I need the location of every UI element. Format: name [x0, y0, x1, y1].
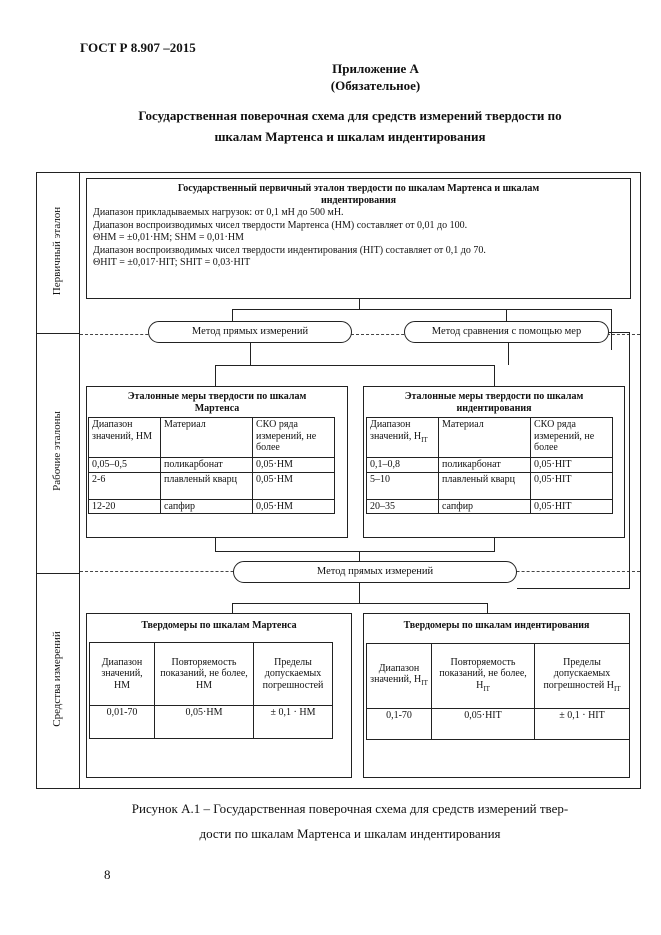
connector [232, 309, 612, 310]
cell: плавленый кварц [161, 472, 253, 499]
cell: сапфир [161, 499, 253, 514]
standard-number: ГОСТ Р 8.907 –2015 [80, 40, 196, 55]
cell: плавленый кварц [439, 472, 531, 499]
table-row [89, 499, 335, 514]
connector [359, 299, 360, 309]
connector [359, 583, 360, 603]
cell: 2-6 [89, 472, 161, 499]
page-title-line2: шкалам Мартенса и шкалам индентирования [214, 129, 486, 144]
header-cell: Повторяемость показаний, не более, НМ [155, 643, 254, 706]
connector [215, 538, 216, 551]
primary-standard-line: Диапазон воспроизводимых чисел твердости Мартенса (НМ) составляет от 0,01 до 100. [93, 219, 468, 231]
martens-testers-title: Твердомеры по шкалам Мартенса [141, 620, 297, 631]
connector [232, 603, 488, 604]
connector [611, 309, 612, 350]
method-direct-measurements: Метод прямых измерений [148, 321, 352, 343]
martens-measures-table [88, 417, 335, 514]
cell: 0,01-70 [90, 706, 155, 739]
connector [250, 343, 251, 365]
appendix-label: Приложение А [332, 61, 419, 76]
martens-measures-title-2: Мартенса [194, 403, 240, 414]
cell: сапфир [439, 499, 531, 514]
connector [215, 551, 495, 552]
method-comparison-measures: Метод сравнения с помощью мер [404, 321, 609, 343]
primary-standard-line: Диапазон воспроизводимых чисел твердости индентирования (HIT) составляет от 0,1 до 70. [93, 244, 486, 256]
header-cell: СКО ряда измерений, не более [531, 418, 613, 458]
side-divider-1 [36, 333, 80, 334]
connector [494, 365, 495, 386]
cell: 0,05·HIT [432, 709, 535, 740]
table-row [90, 706, 333, 739]
connector [359, 551, 360, 561]
connector [494, 538, 495, 551]
header-cell: Материал [161, 418, 253, 458]
cell: 0,05–0,5 [89, 458, 161, 473]
primary-standard-line: Диапазон прикладываемых нагрузок: от 0,1 мН до 500 мН. [93, 207, 344, 218]
table-row [89, 458, 335, 473]
cell: поликарбонат [439, 458, 531, 473]
cell: 0,05·HIT [531, 472, 613, 499]
connector [508, 343, 509, 365]
cell: поликарбонат [161, 458, 253, 473]
cell: 12-20 [89, 499, 161, 514]
header-cell: Материал [439, 418, 531, 458]
table-header-row [89, 418, 335, 458]
connector [629, 332, 630, 589]
cell: 0,05·НМ [253, 458, 335, 473]
martens-measures-title: Эталонные меры твердости по шкалам [127, 391, 307, 402]
connector [232, 603, 233, 613]
indent-measures-title: Эталонные меры твердости по шкалам [404, 391, 584, 402]
table-header-row [367, 418, 613, 458]
table-row [367, 458, 613, 473]
header-cell: Диапазон значений, $H_{IT}$ [367, 644, 432, 709]
cell: 5–10 [367, 472, 439, 499]
method-direct-measurements-2: Метод прямых измерений [233, 561, 517, 583]
cell: ± 0,1 · НМ [254, 706, 333, 739]
header-cell: Диапазон значений, НМ [90, 643, 155, 706]
side-column-divider [79, 172, 80, 789]
cell: 0,05·HIT [531, 499, 613, 514]
header-cell: Повторяемость показаний, не более, $H_{IT}$ [432, 644, 535, 709]
cell: 0,1-70 [367, 709, 432, 740]
table-row [367, 499, 613, 514]
table-header-row [367, 644, 630, 709]
primary-standard-title-2: индентирования [320, 195, 397, 206]
indent-measures-title-2: индентирования [456, 403, 532, 414]
appendix-note: (Обязательное) [330, 78, 421, 93]
connector [215, 365, 216, 386]
connector [506, 309, 507, 321]
cell: 0,05·НМ [155, 706, 254, 739]
table-row [367, 472, 613, 499]
header-cell: Пределы допускаемых погрешностей $H_{IT}$ [535, 644, 630, 709]
figure-caption-line1: Рисунок А.1 – Государственная поверочная схема для средств измерений твер- [131, 801, 569, 816]
cell: ± 0,1 · HIT [535, 709, 630, 740]
cell: 20–35 [367, 499, 439, 514]
connector [517, 588, 630, 589]
side-label-working: Рабочие эталоны [51, 411, 63, 491]
primary-standard-line: ΘНМ = ±0,01·НМ; SНМ = 0,01·НМ [93, 232, 244, 243]
connector [609, 332, 629, 333]
cell: 0,05·HIT [531, 458, 613, 473]
figure-caption-line2: дости по шкалам Мартенса и шкалам индентирования [199, 826, 501, 841]
indent-testers-title: Твердомеры по шкалам индентирования [403, 620, 590, 631]
side-label-instruments: Средства измерений [51, 631, 63, 727]
header-cell: Диапазон значений, НМ [89, 418, 161, 458]
connector [232, 309, 233, 321]
side-label-primary: Первичный эталон [51, 206, 63, 296]
primary-standard-box [86, 178, 631, 299]
cell: 0,1–0,8 [367, 458, 439, 473]
connector [487, 603, 488, 613]
martens-testers-table [89, 642, 333, 739]
side-divider-2 [36, 573, 80, 574]
indent-testers-table [366, 643, 630, 740]
table-header-row [90, 643, 333, 706]
table-row [367, 709, 630, 740]
table-row [89, 472, 335, 499]
connector [215, 365, 495, 366]
page-number: 8 [104, 867, 111, 882]
header-cell: Пределы допускаемых погрешностей [254, 643, 333, 706]
cell: 0,05·НМ [253, 472, 335, 499]
indent-measures-table [366, 417, 613, 514]
header-cell: СКО ряда измерений, не более [253, 418, 335, 458]
header-cell: Диапазон значений, $H_{IT}$ [367, 418, 439, 458]
cell: 0,05·НМ [253, 499, 335, 514]
page-title-line1: Государственная поверочная схема для средств измерений твердости по [138, 108, 562, 123]
primary-standard-line: ΘHIT = ±0,017·HIT; SHIT = 0,03·HIT [93, 257, 251, 268]
primary-standard-title: Государственный первичный эталон твердости по шкалам Мартенса и шкалам [177, 183, 540, 194]
